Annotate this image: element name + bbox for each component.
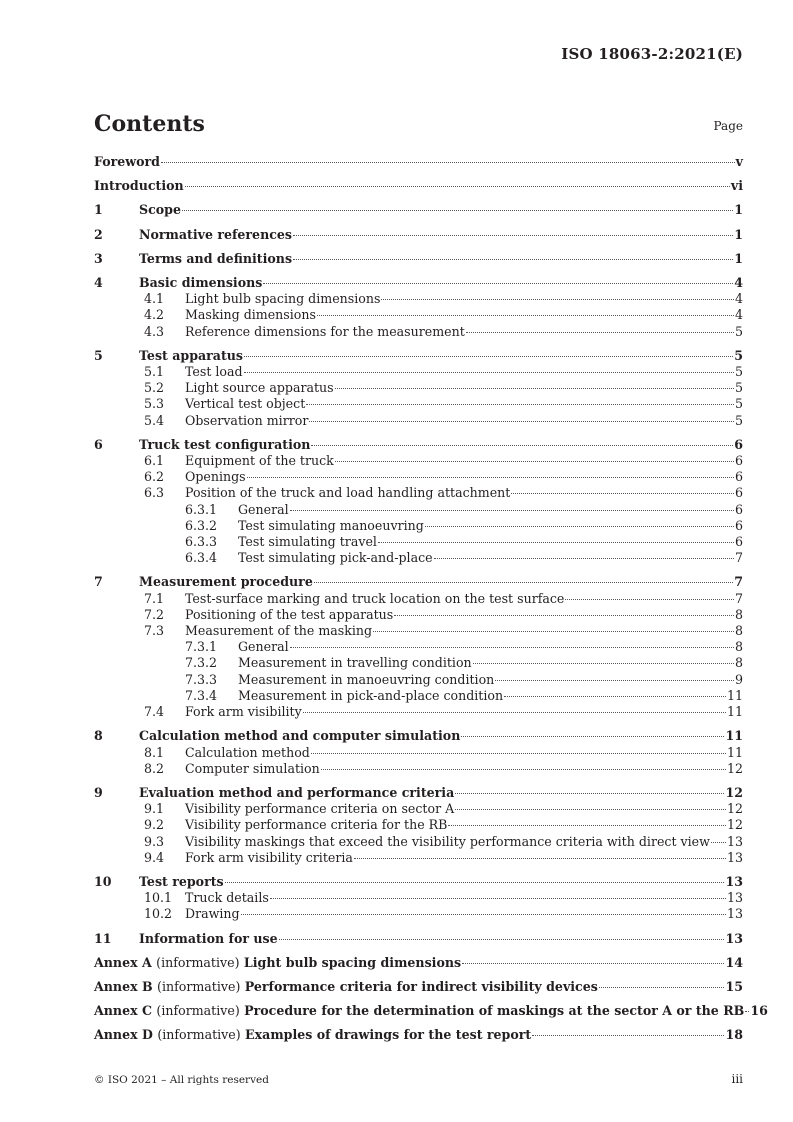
toc-entry-title: Drawing: [185, 906, 240, 922]
toc-entry[interactable]: [94, 850, 743, 866]
toc-entry[interactable]: [94, 453, 743, 469]
annex-type: (informative): [157, 978, 241, 994]
toc-entry-number: 9.4: [144, 849, 165, 865]
toc-entry-page: 5: [734, 347, 743, 363]
toc-entry-number: 9.2: [144, 817, 165, 833]
toc-entry[interactable]: [94, 502, 743, 518]
annex-title: Procedure for the determination of maskings at the sector A or the RB: [244, 1003, 745, 1019]
toc-entry-page: 5: [734, 364, 743, 380]
toc-entry[interactable]: [94, 574, 743, 590]
toc-entry-title: Light source apparatus: [185, 380, 334, 396]
toc-entry-page: 6: [734, 517, 743, 533]
toc-entry-title: Measurement in travelling condition: [238, 655, 472, 671]
dot-leader: [466, 332, 734, 333]
toc-entry-title: Test simulating manoeuvring: [238, 517, 424, 533]
toc-entry-page: vi: [730, 178, 743, 194]
toc-entry[interactable]: [94, 955, 743, 971]
toc-entry-number: 8: [94, 728, 103, 744]
toc-entry-page: 7: [734, 590, 743, 606]
annex-type: (informative): [156, 1003, 240, 1019]
dot-leader: [455, 809, 726, 810]
dot-leader: [311, 753, 726, 754]
dot-leader: [565, 599, 734, 600]
table-of-contents: [94, 154, 768, 1044]
toc-entry-number: 8.1: [144, 744, 165, 760]
toc-entry[interactable]: [94, 672, 743, 688]
toc-entry[interactable]: [94, 906, 743, 922]
toc-entry-page: 11: [726, 687, 743, 703]
toc-entry-page: 8: [734, 639, 743, 655]
toc-entry[interactable]: [94, 874, 743, 890]
toc-entry-number: 6.3.1: [185, 501, 218, 517]
toc-entry-number: 6.3: [144, 485, 165, 501]
toc-entry[interactable]: [94, 623, 743, 639]
copyright-notice: © ISO 2021 – All rights reserved: [94, 1074, 269, 1086]
annex-type: (informative): [156, 954, 240, 970]
toc-entry-title: Test-surface marking and truck location on the test surface: [185, 590, 565, 606]
toc-entry-title: Truck details: [185, 890, 269, 906]
toc-entry[interactable]: [94, 413, 743, 429]
toc-entry-number: 9: [94, 784, 103, 800]
toc-entry-title: Terms and definitions: [139, 250, 293, 266]
toc-entry[interactable]: [94, 931, 743, 947]
dot-leader: [244, 372, 734, 373]
toc-entry[interactable]: [94, 307, 743, 323]
toc-entry-title: [94, 1003, 744, 1019]
toc-entry-title: Position of the truck and load handling attachment: [185, 485, 511, 501]
toc-entry[interactable]: [94, 834, 743, 850]
toc-entry[interactable]: [94, 437, 743, 453]
toc-entry-number: 6.1: [144, 453, 165, 469]
toc-entry-number: 9.3: [144, 833, 165, 849]
toc-entry[interactable]: [94, 591, 743, 607]
standard-code: ISO 18063-2:2021(E): [561, 45, 743, 63]
toc-entry-page: 6: [734, 453, 743, 469]
toc-entry[interactable]: [94, 639, 743, 655]
toc-entry-page: 5: [734, 380, 743, 396]
toc-entry-page: 6: [734, 501, 743, 517]
dot-leader: [306, 404, 734, 405]
toc-entry-number: 7.3: [144, 623, 165, 639]
toc-entry-number: 4.2: [144, 307, 165, 323]
annex-title: Performance criteria for indirect visibility devices: [244, 978, 598, 994]
toc-entry-page: 13: [726, 890, 743, 906]
toc-entry-title: General: [238, 501, 289, 517]
toc-entry-page: 4: [734, 307, 743, 323]
dot-leader: [182, 210, 733, 211]
toc-entry-page: 18: [725, 1027, 743, 1043]
dot-leader: [511, 493, 734, 494]
toc-entry[interactable]: [94, 817, 743, 833]
toc-entry-page: 6: [734, 436, 743, 452]
dot-leader: [241, 914, 726, 915]
dot-leader: [434, 558, 734, 559]
toc-entry-number: 2: [94, 226, 103, 242]
dot-leader: [455, 793, 724, 794]
toc-entry[interactable]: [94, 275, 743, 291]
annex-title: Examples of drawings for the test report: [245, 1027, 532, 1043]
toc-entry-page: 4: [734, 291, 743, 307]
toc-entry-title: Calculation method and computer simulation: [139, 728, 461, 744]
dot-leader: [244, 356, 733, 357]
dot-leader: [311, 445, 733, 446]
toc-entry[interactable]: [94, 154, 743, 170]
toc-entry-title: Positioning of the test apparatus: [185, 606, 394, 622]
toc-entry-number: 10.1: [144, 890, 173, 906]
toc-entry[interactable]: [94, 550, 743, 566]
toc-entry-title: Fork arm visibility criteria: [185, 849, 353, 865]
toc-entry-title: Calculation method: [185, 744, 310, 760]
dot-leader: [473, 663, 734, 664]
toc-entry[interactable]: [94, 324, 743, 340]
toc-entry[interactable]: [94, 1003, 768, 1019]
annex-type: (informative): [157, 1027, 241, 1043]
toc-entry-title: Vertical test object: [185, 396, 306, 412]
toc-entry-number: 4: [94, 275, 103, 291]
dot-leader: [448, 825, 726, 826]
dot-leader: [279, 939, 725, 940]
toc-entry[interactable]: [94, 890, 743, 906]
toc-entry-title: Test load: [185, 364, 243, 380]
toc-entry[interactable]: [94, 251, 743, 267]
dot-leader: [290, 647, 734, 648]
dot-leader: [263, 283, 733, 284]
toc-entry[interactable]: [94, 227, 743, 243]
dot-leader: [247, 477, 734, 478]
page-column-label: Page: [713, 119, 743, 133]
dot-leader: [161, 162, 735, 163]
toc-entry[interactable]: [94, 178, 743, 194]
dot-leader: [317, 315, 734, 316]
dot-leader: [185, 186, 730, 187]
toc-entry-title: Visibility maskings that exceed the visibility performance criteria with direct view: [185, 833, 710, 849]
toc-entry-page: v: [735, 154, 743, 169]
toc-entry[interactable]: [94, 534, 743, 550]
toc-entry-page: 5: [734, 323, 743, 339]
toc-entry-page: 11: [726, 744, 743, 760]
dot-leader: [711, 842, 726, 843]
toc-entry-number: 5.4: [144, 412, 165, 428]
toc-entry-title: Openings: [185, 469, 246, 485]
contents-title: Contents: [94, 111, 205, 137]
toc-entry-title: Scope: [139, 202, 181, 218]
toc-entry-page: 5: [734, 396, 743, 412]
toc-entry-number: 7.3.4: [185, 687, 218, 703]
toc-entry-number: 11: [94, 930, 112, 946]
dot-leader: [504, 696, 726, 697]
toc-entry-page: 6: [734, 534, 743, 550]
toc-entry[interactable]: [94, 348, 743, 364]
toc-entry-number: 10.2: [144, 906, 173, 922]
toc-entry-page: 1: [734, 250, 743, 266]
dot-leader: [225, 882, 725, 883]
toc-entry-page: 16: [750, 1003, 768, 1019]
toc-entry-number: 4.1: [144, 291, 165, 307]
dot-leader: [495, 680, 734, 681]
toc-entry-number: 10: [94, 873, 112, 889]
toc-entry-title: Light bulb spacing dimensions: [185, 291, 381, 307]
toc-entry-title: Visibility performance criteria for the RB: [185, 817, 448, 833]
toc-entry-number: 5.3: [144, 396, 165, 412]
dot-leader: [303, 712, 726, 713]
toc-entry[interactable]: [94, 607, 743, 623]
toc-entry-title: Normative references: [139, 226, 293, 242]
toc-entry-page: 13: [726, 833, 743, 849]
dot-leader: [461, 736, 724, 737]
dot-leader: [270, 898, 726, 899]
toc-entry-page: 13: [726, 906, 743, 922]
dot-leader: [394, 615, 734, 616]
toc-entry-page: 15: [725, 978, 743, 994]
toc-entry-number: 7.3.1: [185, 639, 218, 655]
toc-entry[interactable]: [94, 469, 743, 485]
toc-entry-number: 7.3.2: [185, 655, 218, 671]
dot-leader: [293, 235, 733, 236]
toc-entry-page: 1: [734, 202, 743, 218]
toc-entry-title: Measurement of the masking: [185, 623, 373, 639]
toc-entry-number: 7.1: [144, 590, 165, 606]
toc-entry-title: Reference dimensions for the measurement: [185, 323, 465, 339]
toc-entry[interactable]: [94, 655, 743, 671]
toc-entry-number: 7.3.3: [185, 671, 218, 687]
dot-leader: [745, 1011, 749, 1012]
toc-entry-page: 12: [726, 801, 743, 817]
toc-entry-title: General: [238, 639, 289, 655]
toc-entry-title: Test simulating travel: [238, 534, 377, 550]
toc-entry-page: 8: [734, 655, 743, 671]
page-number: iii: [731, 1072, 743, 1086]
toc-entry-number: 7.4: [144, 704, 165, 720]
toc-entry-number: 9.1: [144, 801, 165, 817]
dot-leader: [335, 461, 734, 462]
toc-entry-title: Test simulating pick-and-place: [238, 550, 433, 566]
toc-entry-page: 5: [734, 412, 743, 428]
toc-entry-title: Measurement in manoeuvring condition: [238, 671, 495, 687]
toc-entry-title: Truck test configuration: [139, 436, 311, 452]
toc-entry-title: Observation mirror: [185, 412, 309, 428]
toc-entry-number: 6.3.2: [185, 517, 218, 533]
dot-leader: [462, 963, 724, 964]
toc-entry[interactable]: [94, 291, 743, 307]
toc-entry-title: [94, 979, 598, 995]
toc-entry-title: Visibility performance criteria on sector A: [185, 801, 455, 817]
toc-entry-number: 8.2: [144, 760, 165, 776]
toc-entry-page: 8: [734, 623, 743, 639]
toc-entry-title: Measurement in pick-and-place condition: [238, 687, 504, 703]
toc-entry-page: 12: [726, 760, 743, 776]
dot-leader: [314, 582, 733, 583]
dot-leader: [378, 542, 734, 543]
dot-leader: [373, 631, 734, 632]
toc-entry-page: 13: [725, 930, 743, 946]
toc-entry[interactable]: [94, 485, 743, 501]
toc-entry-number: 6.2: [144, 469, 165, 485]
toc-entry-title: Foreword: [94, 154, 160, 169]
toc-entry-page: 11: [726, 704, 743, 720]
toc-entry-title: Test apparatus: [139, 347, 244, 363]
toc-entry-number: 7: [94, 574, 103, 590]
dot-leader: [381, 299, 734, 300]
toc-entry-page: 6: [734, 469, 743, 485]
toc-entry-number: 1: [94, 202, 103, 218]
dot-leader: [321, 769, 726, 770]
toc-entry-page: 4: [734, 275, 743, 291]
toc-entry[interactable]: [94, 785, 743, 801]
toc-entry-number: 6: [94, 436, 103, 452]
toc-entry-page: 12: [725, 784, 743, 800]
toc-entry[interactable]: [94, 518, 743, 534]
toc-entry-title: Computer simulation: [185, 760, 320, 776]
toc-entry-title: Fork arm visibility: [185, 704, 302, 720]
toc-entry[interactable]: [94, 979, 743, 995]
annex-label: Annex B: [94, 978, 153, 994]
toc-entry-title: [94, 955, 461, 971]
dot-leader: [293, 259, 733, 260]
toc-entry-title: Equipment of the truck: [185, 453, 334, 469]
dot-leader: [290, 510, 734, 511]
dot-leader: [354, 858, 726, 859]
toc-entry-page: 1: [734, 226, 743, 242]
toc-entry[interactable]: [94, 202, 743, 218]
toc-entry-page: 12: [726, 817, 743, 833]
annex-label: Annex C: [94, 1003, 153, 1019]
toc-entry-title: Measurement procedure: [139, 574, 313, 590]
toc-entry-page: 13: [726, 849, 743, 865]
toc-entry-page: 7: [734, 550, 743, 566]
toc-entry-title: Test reports: [139, 873, 224, 889]
annex-label: Annex D: [94, 1027, 153, 1043]
toc-entry[interactable]: [94, 380, 743, 396]
toc-entry-number: 3: [94, 250, 103, 266]
toc-entry-title: [94, 1027, 531, 1043]
annex-title: Light bulb spacing dimensions: [243, 954, 462, 970]
toc-entry-title: Evaluation method and performance criteria: [139, 784, 455, 800]
toc-entry-title: Basic dimensions: [139, 275, 263, 291]
toc-entry-page: 6: [734, 485, 743, 501]
toc-entry-title: Introduction: [94, 178, 184, 194]
dot-leader: [599, 987, 725, 988]
toc-entry[interactable]: [94, 688, 743, 704]
toc-entry[interactable]: [94, 364, 743, 380]
toc-entry-title: Information for use: [139, 930, 278, 946]
dot-leader: [309, 421, 734, 422]
toc-entry-number: 6.3.4: [185, 550, 218, 566]
toc-entry-page: 7: [734, 574, 743, 590]
toc-entry-number: 5.2: [144, 380, 165, 396]
toc-entry-page: 8: [734, 606, 743, 622]
toc-entry-page: 9: [734, 671, 743, 687]
toc-entry-number: 5: [94, 347, 103, 363]
toc-entry[interactable]: [94, 396, 743, 412]
toc-entry-page: 14: [725, 954, 743, 970]
toc-entry[interactable]: [94, 801, 743, 817]
toc-entry-number: 5.1: [144, 364, 165, 380]
dot-leader: [335, 388, 734, 389]
dot-leader: [532, 1035, 724, 1036]
toc-entry-title: Masking dimensions: [185, 307, 316, 323]
dot-leader: [425, 526, 734, 527]
toc-entry[interactable]: [94, 728, 743, 744]
toc-entry-page: 11: [725, 728, 743, 744]
toc-entry[interactable]: [94, 745, 743, 761]
toc-entry-number: 7.2: [144, 606, 165, 622]
toc-entry-number: 6.3.3: [185, 534, 218, 550]
toc-entry[interactable]: [94, 704, 743, 720]
toc-entry[interactable]: [94, 761, 743, 777]
toc-entry-number: 4.3: [144, 323, 165, 339]
annex-label: Annex A: [94, 954, 152, 970]
toc-entry[interactable]: [94, 1027, 743, 1043]
toc-entry-page: 13: [725, 873, 743, 889]
